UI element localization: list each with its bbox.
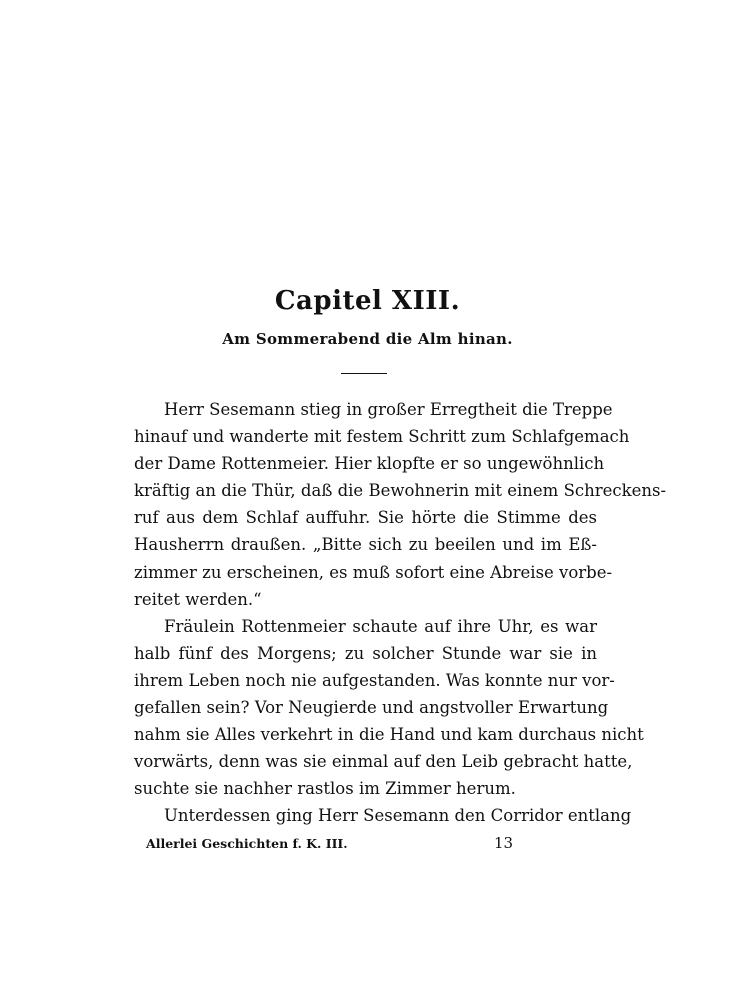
text-line: nahm sie Alles verkehrt in die Hand und kam durchaus nicht <box>134 725 644 745</box>
text-line: vorwärts, denn was sie einmal auf den Leib gebracht hatte, <box>134 752 633 772</box>
chapter-subtitle: Am Sommerabend die Alm hinan. <box>222 330 513 348</box>
text-line: hinauf und wanderte mit festem Schritt zum Schlafgemach <box>134 427 630 447</box>
page-footer <box>134 836 597 856</box>
printer-signature: Allerlei Geschichten f. K. III. <box>146 836 348 851</box>
text-line: zimmer zu erscheinen, es muß sofort eine Abreise vorbe- <box>134 562 613 582</box>
text-line: ihrem Leben noch nie aufgestanden. Was konnte nur vor- <box>134 670 615 690</box>
text-line: Hausherrn draußen. „Bitte sich zu beeilen und im Eß- <box>134 535 597 555</box>
text-line: gefallen sein? Vor Neugierde und angstvoller Erwartung <box>134 698 609 718</box>
text-line: der Dame Rottenmeier. Hier klopfte er so ungewöhnlich <box>134 454 605 474</box>
text-line: ruf aus dem Schlaf auffuhr. Sie hörte die Stimme des <box>134 508 597 528</box>
text-line: Herr Sesemann stieg in großer Erregtheit die Treppe <box>164 400 613 419</box>
title-divider <box>341 373 387 374</box>
text-line: Fräulein Rottenmeier schaute auf ihre Uhr, es war <box>164 616 597 636</box>
text-line: suchte sie nachher rastlos im Zimmer herum. <box>134 779 516 799</box>
text-line: halb fünf des Morgens; zu solcher Stunde war sie in <box>134 643 597 663</box>
text-line: Unterdessen ging Herr Sesemann den Corridor entlang <box>164 806 632 826</box>
page-number: 13 <box>494 834 514 852</box>
text-line: reitet werden.“ <box>134 589 262 609</box>
body-text <box>134 396 667 830</box>
chapter-title: Capitel XIII. <box>274 286 461 316</box>
text-line: kräftig an die Thür, daß die Bewohnerin mit einem Schreckens- <box>134 481 667 501</box>
